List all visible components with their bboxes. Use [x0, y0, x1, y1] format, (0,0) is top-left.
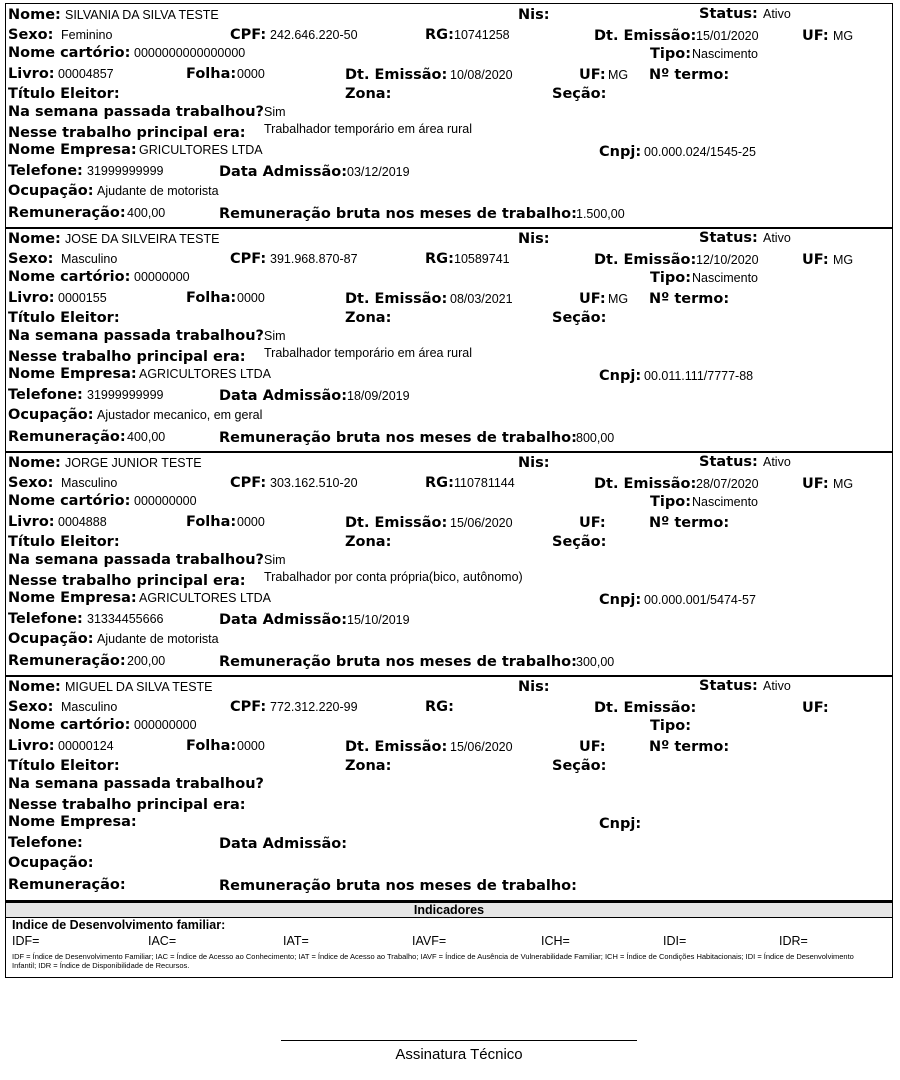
telefone-label: Telefone:	[8, 611, 83, 627]
sexo-label: Sexo:	[8, 251, 54, 267]
uf-doc-value: MG	[833, 29, 854, 43]
livro-label: Livro:	[8, 738, 55, 754]
trabalho-principal-label: Nesse trabalho principal era:	[8, 125, 246, 141]
cpf-label: CPF:	[230, 699, 267, 715]
nome-cartorio-label: Nome cartório:	[8, 493, 131, 509]
signature-label: Assinatura Técnico	[395, 1046, 523, 1063]
remuneracao-bruta-label: Remuneração bruta nos meses de trabalho:	[219, 654, 577, 670]
titulo-eleitor-label: Título Eleitor:	[8, 86, 120, 102]
nome-label: Nome:	[8, 679, 61, 695]
indicator-item: IDF=	[12, 934, 40, 948]
person-record	[6, 452, 892, 676]
zona-label: Zona:	[345, 86, 392, 102]
nome-empresa-value: GRICULTORES LTDA	[139, 143, 263, 157]
data-admissao-label: Data Admissão:	[219, 612, 348, 628]
person-record	[6, 228, 892, 452]
status-value: Ativo	[763, 679, 791, 693]
signature-line	[281, 1040, 637, 1041]
report-frame	[5, 3, 893, 978]
cpf-label: CPF:	[230, 475, 267, 491]
uf-cert-value: MG	[608, 292, 629, 306]
nome-label: Nome:	[8, 455, 61, 471]
dt-emissao-doc-value: 12/10/2020	[696, 253, 759, 267]
ocupacao-value: Ajudante de motorista	[97, 184, 219, 198]
tipo-value: Nascimento	[692, 47, 758, 61]
telefone-label: Telefone:	[8, 163, 83, 179]
titulo-eleitor-label: Título Eleitor:	[8, 758, 120, 774]
folha-value: 0000	[237, 515, 265, 529]
zona-label: Zona:	[345, 534, 392, 550]
uf-doc-value: MG	[833, 253, 854, 267]
dt-emissao-cert-value: 10/08/2020	[450, 68, 513, 82]
titulo-eleitor-label: Título Eleitor:	[8, 310, 120, 326]
data-admissao-value: 03/12/2019	[347, 165, 410, 179]
remuneracao-bruta-label: Remuneração bruta nos meses de trabalho:	[219, 878, 577, 894]
person-record	[6, 676, 892, 900]
data-admissao-label: Data Admissão:	[219, 164, 348, 180]
dt-emissao-doc-value: 15/01/2020	[696, 29, 759, 43]
dt-emissao-doc-value: 28/07/2020	[696, 477, 759, 491]
cpf-label: CPF:	[230, 251, 267, 267]
nome-empresa-label: Nome Empresa:	[8, 590, 137, 606]
rg-label: RG:	[425, 475, 454, 491]
livro-label: Livro:	[8, 66, 55, 82]
rg-value: 10741258	[454, 28, 510, 42]
nome-label: Nome:	[8, 231, 61, 247]
nome-cartorio-label: Nome cartório:	[8, 269, 131, 285]
rg-value: 110781144	[454, 476, 515, 490]
tipo-label: Tipo:	[650, 494, 692, 510]
tipo-value: Nascimento	[692, 271, 758, 285]
telefone-value: 31334455666	[87, 612, 164, 626]
sexo-label: Sexo:	[8, 699, 54, 715]
cnpj-value: 00.000.024/1545-25	[644, 145, 756, 159]
nome-cartorio-label: Nome cartório:	[8, 717, 131, 733]
trabalho-principal-label: Nesse trabalho principal era:	[8, 573, 246, 589]
sexo-value: Masculino	[61, 700, 118, 714]
indicator-item: IDI=	[663, 934, 687, 948]
nis-label: Nis:	[518, 455, 550, 471]
folha-label: Folha:	[186, 290, 237, 306]
uf-label: UF:	[579, 739, 606, 755]
remuneracao-value: 400,00	[127, 430, 166, 444]
record-separator	[6, 675, 892, 677]
zona-label: Zona:	[345, 310, 392, 326]
status-value: Ativo	[763, 455, 791, 469]
uf-doc-value: MG	[833, 477, 854, 491]
remuneracao-bruta-label: Remuneração bruta nos meses de trabalho:	[219, 430, 577, 446]
telefone-label: Telefone:	[8, 835, 83, 851]
sexo-value: Feminino	[61, 28, 113, 42]
semana-value: Sim	[264, 105, 286, 119]
semana-label: Na semana passada trabalhou?	[8, 552, 264, 568]
uf-cert-value: MG	[608, 68, 629, 82]
ocupacao-label: Ocupação:	[8, 631, 94, 647]
trabalho-principal-value: Trabalhador por conta própria(bico, autônomo)	[264, 570, 523, 584]
telefone-value: 31999999999	[87, 388, 164, 402]
uf-label: UF:	[802, 252, 829, 268]
folha-label: Folha:	[186, 66, 237, 82]
zona-label: Zona:	[345, 758, 392, 774]
remuneracao-bruta-value: 300,00	[576, 655, 615, 669]
telefone-label: Telefone:	[8, 387, 83, 403]
secao-label: Seção:	[552, 534, 607, 550]
sexo-value: Masculino	[61, 252, 118, 266]
data-admissao-value: 18/09/2019	[347, 389, 410, 403]
folha-value: 0000	[237, 67, 265, 81]
trabalho-principal-value: Trabalhador temporário em área rural	[264, 122, 472, 136]
livro-value: 00000124	[58, 739, 114, 753]
cnpj-value: 00.011.111/7777-88	[644, 369, 754, 383]
remuneracao-value: 200,00	[127, 654, 166, 668]
rg-label: RG:	[425, 251, 454, 267]
cnpj-value: 00.000.001/5474-57	[644, 593, 756, 607]
indicadores-subtitle: Indice de Desenvolvimento familiar:	[12, 918, 226, 932]
status-label: Status:	[699, 6, 758, 22]
folha-value: 0000	[237, 291, 265, 305]
data-admissao-label: Data Admissão:	[219, 836, 348, 852]
semana-label: Na semana passada trabalhou?	[8, 104, 264, 120]
status-value: Ativo	[763, 7, 791, 21]
indicator-item: IAC=	[148, 934, 177, 948]
data-admissao-value: 15/10/2019	[347, 613, 410, 627]
remuneracao-label: Remuneração:	[8, 877, 126, 893]
remuneracao-label: Remuneração:	[8, 205, 126, 221]
dt-emissao-label: Dt. Emissão:	[594, 476, 697, 492]
n-termo-label: Nº termo:	[649, 515, 730, 531]
remuneracao-bruta-label: Remuneração bruta nos meses de trabalho:	[219, 206, 577, 222]
indicator-item: IAT=	[283, 934, 309, 948]
nome-value: JORGE JUNIOR TESTE	[65, 456, 202, 470]
uf-label: UF:	[802, 476, 829, 492]
ocupacao-value: Ajustador mecanico, em geral	[97, 408, 263, 422]
status-label: Status:	[699, 230, 758, 246]
uf-label: UF:	[802, 28, 829, 44]
n-termo-label: Nº termo:	[649, 67, 730, 83]
n-termo-label: Nº termo:	[649, 291, 730, 307]
indicadores-header: Indicadores	[6, 902, 892, 918]
indicator-item: IDR=	[779, 934, 808, 948]
nome-value: SILVANIA DA SILVA TESTE	[65, 8, 219, 22]
trabalho-principal-value: Trabalhador temporário em área rural	[264, 346, 472, 360]
nome-label: Nome:	[8, 7, 61, 23]
trabalho-principal-label: Nesse trabalho principal era:	[8, 349, 246, 365]
remuneracao-label: Remuneração:	[8, 429, 126, 445]
remuneracao-label: Remuneração:	[8, 653, 126, 669]
nome-cartorio-value: 00000000	[134, 270, 190, 284]
secao-label: Seção:	[552, 758, 607, 774]
nome-empresa-label: Nome Empresa:	[8, 366, 137, 382]
nome-cartorio-label: Nome cartório:	[8, 45, 131, 61]
person-record	[6, 4, 892, 228]
cpf-value: 391.968.870-87	[270, 252, 358, 266]
semana-value: Sim	[264, 553, 286, 567]
cnpj-label: Cnpj:	[599, 368, 642, 384]
dt-emissao-cert-value: 08/03/2021	[450, 292, 513, 306]
cnpj-label: Cnpj:	[599, 144, 642, 160]
tipo-label: Tipo:	[650, 718, 692, 734]
telefone-value: 31999999999	[87, 164, 164, 178]
nis-label: Nis:	[518, 679, 550, 695]
secao-label: Seção:	[552, 86, 607, 102]
livro-label: Livro:	[8, 514, 55, 530]
titulo-eleitor-label: Título Eleitor:	[8, 534, 120, 550]
dt-emissao-label: Dt. Emissão:	[345, 515, 448, 531]
nome-cartorio-value: 0000000000000000	[134, 46, 246, 60]
secao-label: Seção:	[552, 310, 607, 326]
nome-empresa-value: AGRICULTORES LTDA	[139, 367, 271, 381]
nis-label: Nis:	[518, 231, 550, 247]
livro-value: 00004857	[58, 67, 114, 81]
semana-label: Na semana passada trabalhou?	[8, 328, 264, 344]
uf-label: UF:	[579, 291, 606, 307]
cnpj-label: Cnpj:	[599, 816, 642, 832]
semana-label: Na semana passada trabalhou?	[8, 776, 264, 792]
livro-value: 0004888	[58, 515, 107, 529]
nome-empresa-label: Nome Empresa:	[8, 814, 137, 830]
ocupacao-label: Ocupação:	[8, 407, 94, 423]
uf-label: UF:	[579, 515, 606, 531]
dt-emissao-label: Dt. Emissão:	[345, 291, 448, 307]
data-admissao-label: Data Admissão:	[219, 388, 348, 404]
dt-emissao-label: Dt. Emissão:	[345, 67, 448, 83]
livro-label: Livro:	[8, 290, 55, 306]
tipo-value: Nascimento	[692, 495, 758, 509]
record-separator	[6, 451, 892, 453]
remuneracao-bruta-value: 800,00	[576, 431, 615, 445]
remuneracao-bruta-value: 1.500,00	[576, 207, 625, 221]
dt-emissao-cert-value: 15/06/2020	[450, 516, 513, 530]
nome-value: MIGUEL DA SILVA TESTE	[65, 680, 213, 694]
status-value: Ativo	[763, 231, 791, 245]
dt-emissao-label: Dt. Emissão:	[345, 739, 448, 755]
sexo-label: Sexo:	[8, 27, 54, 43]
sexo-label: Sexo:	[8, 475, 54, 491]
nome-empresa-label: Nome Empresa:	[8, 142, 137, 158]
indicator-item: IAVF=	[412, 934, 447, 948]
nome-value: JOSE DA SILVEIRA TESTE	[65, 232, 220, 246]
folha-label: Folha:	[186, 738, 237, 754]
rg-label: RG:	[425, 27, 454, 43]
record-separator	[6, 227, 892, 229]
nome-cartorio-value: 000000000	[134, 494, 197, 508]
livro-value: 0000155	[58, 291, 107, 305]
cnpj-label: Cnpj:	[599, 592, 642, 608]
sexo-value: Masculino	[61, 476, 118, 490]
cpf-label: CPF:	[230, 27, 267, 43]
nome-cartorio-value: 000000000	[134, 718, 197, 732]
dt-emissao-label: Dt. Emissão:	[594, 700, 697, 716]
ocupacao-value: Ajudante de motorista	[97, 632, 219, 646]
folha-label: Folha:	[186, 514, 237, 530]
nome-empresa-value: AGRICULTORES LTDA	[139, 591, 271, 605]
indicator-item: ICH=	[541, 934, 570, 948]
status-label: Status:	[699, 678, 758, 694]
ocupacao-label: Ocupação:	[8, 855, 94, 871]
n-termo-label: Nº termo:	[649, 739, 730, 755]
ocupacao-label: Ocupação:	[8, 183, 94, 199]
indicadores-legend: IDF = Índice de Desenvolvimento Familiar; IAC = Índice de Acesso ao Conhecimento; IAT = Índice de Acesso ao Trabalho; IAVF = Índice de Ausência de Vulnerabilidade Familiar; ICH = Índice de Condições Habitacionais; IDI = Índice de Desenvolvimento Infantil; IDR = Índice de Disponibilidade de Recursos.	[12, 952, 854, 970]
folha-value: 0000	[237, 739, 265, 753]
uf-label: UF:	[802, 700, 829, 716]
cpf-value: 303.162.510-20	[270, 476, 358, 490]
semana-value: Sim	[264, 329, 286, 343]
cpf-value: 772.312.220-99	[270, 700, 358, 714]
remuneracao-value: 400,00	[127, 206, 166, 220]
cpf-value: 242.646.220-50	[270, 28, 358, 42]
status-label: Status:	[699, 454, 758, 470]
tipo-label: Tipo:	[650, 46, 692, 62]
uf-label: UF:	[579, 67, 606, 83]
rg-label: RG:	[425, 699, 454, 715]
dt-emissao-label: Dt. Emissão:	[594, 28, 697, 44]
dt-emissao-label: Dt. Emissão:	[594, 252, 697, 268]
nis-label: Nis:	[518, 7, 550, 23]
tipo-label: Tipo:	[650, 270, 692, 286]
trabalho-principal-label: Nesse trabalho principal era:	[8, 797, 246, 813]
dt-emissao-cert-value: 15/06/2020	[450, 740, 513, 754]
rg-value: 10589741	[454, 252, 510, 266]
